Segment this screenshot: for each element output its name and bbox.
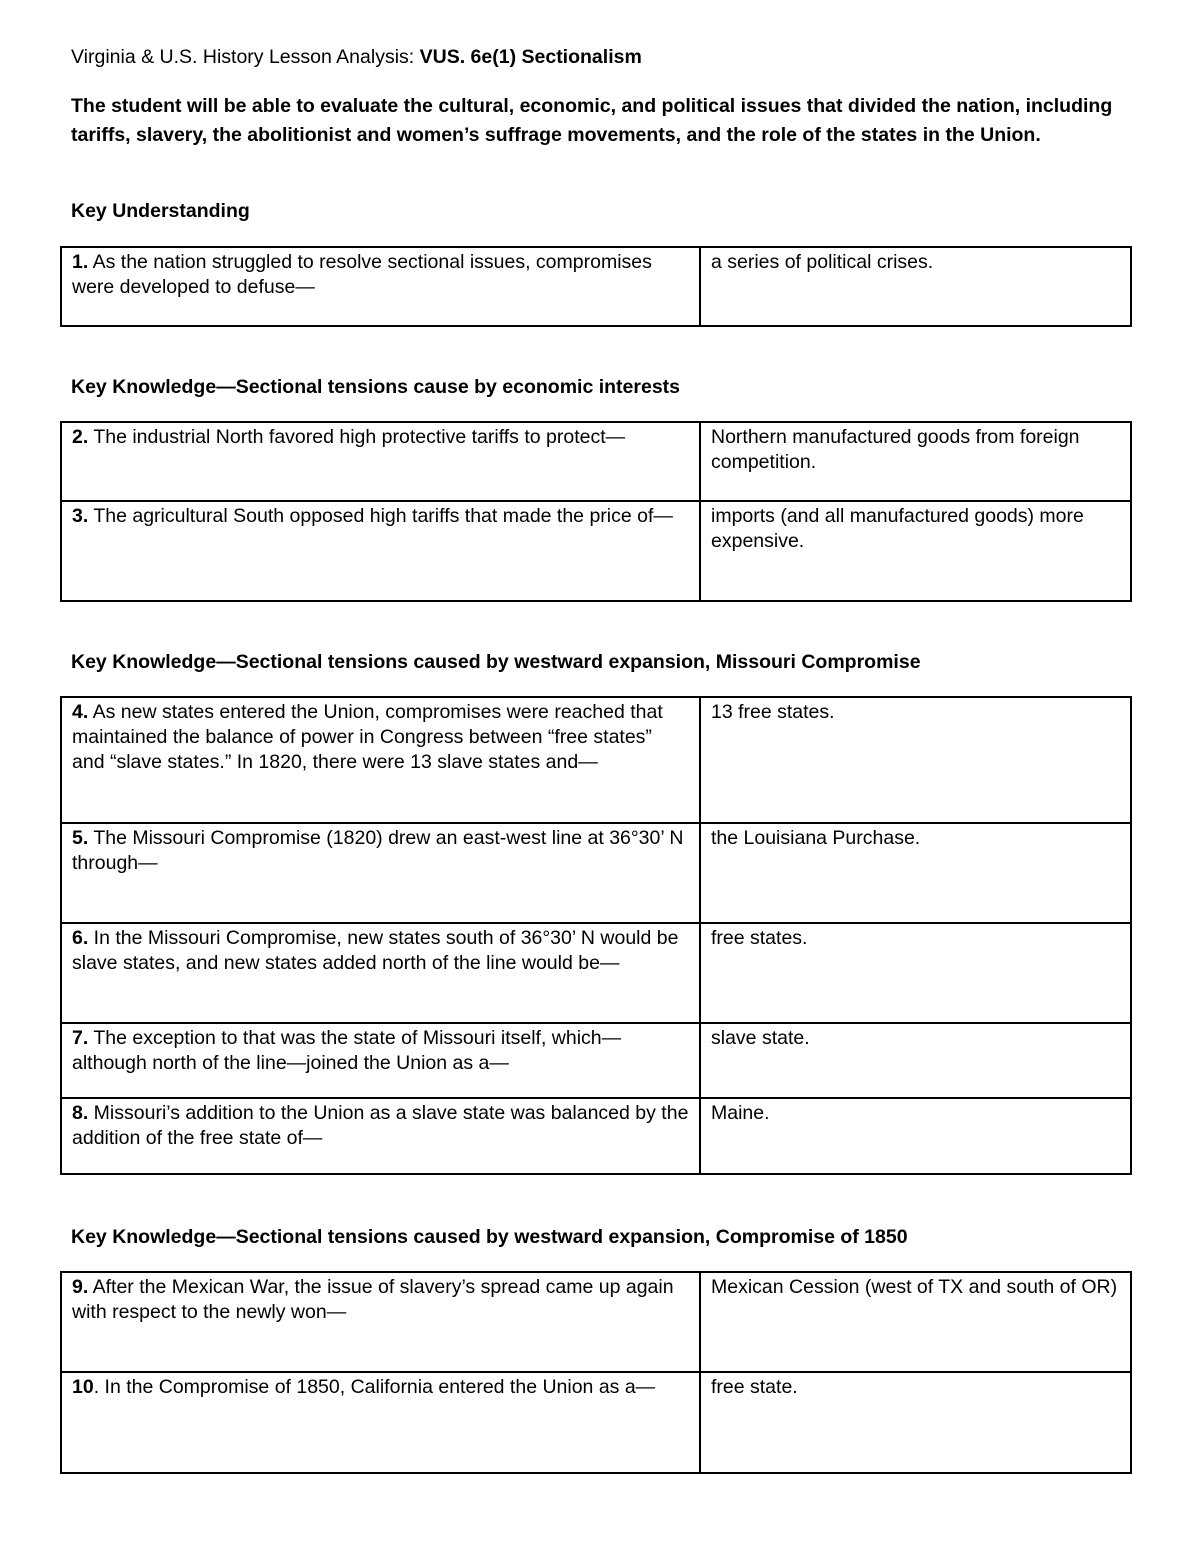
question-number: 3. [72,505,89,527]
question-text: After the Mexican War, the issue of slavery’s spread came up again with respect to the newly won— [72,1276,674,1323]
answer-cell: 13 free states. [700,697,1131,823]
table-row [61,1023,1131,1098]
answer-cell: free states. [700,923,1131,1023]
question-cell [61,823,700,923]
learning-objective: The student will be able to evaluate the cultural, economic, and political issues that divided the nation, including tariffs, slavery, the abolitionist and women’s suffrage movements, and the role of the states in the Union. [71,95,1113,146]
question-number: 10 [72,1376,94,1398]
qa-table [60,696,1132,1175]
question-cell [61,1098,700,1174]
question-cell [61,501,700,601]
section-heading: Key Knowledge—Sectional tensions caused by westward expansion, Compromise of 1850 [71,1226,908,1248]
section-heading: Key Understanding [71,200,250,222]
answer-cell: the Louisiana Purchase. [700,823,1131,923]
question-text: The industrial North favored high protective tariffs to protect— [88,426,626,448]
qa-table [60,421,1132,602]
question-cell [61,1372,700,1473]
question-number: 9. [72,1276,89,1298]
question-number: 6. [72,927,89,949]
question-cell [61,1023,700,1098]
question-cell [61,422,700,501]
table-row [61,1272,1131,1372]
question-cell [61,923,700,1023]
question-text: In the Missouri Compromise, new states south of 36°30’ N would be slave states, and new states added north of the line would be— [72,927,679,974]
question-text: The agricultural South opposed high tariffs that made the price of— [88,505,673,527]
answer-cell: Mexican Cession (west of TX and south of OR) [700,1272,1131,1372]
section-heading: Key Knowledge—Sectional tensions cause by economic interests [71,376,681,398]
question-text: As new states entered the Union, compromises were reached that maintained the balance of power in Congress between “free states” and “slave states.” In 1820, there were 13 slave states and— [72,701,663,773]
question-cell [61,697,700,823]
table-row [61,1098,1131,1174]
question-number: 8. [72,1102,89,1124]
header-prefix: Virginia & U.S. History Lesson Analysis: [71,46,420,68]
table-row [61,501,1131,601]
question-number: 5. [72,827,89,849]
table-row [61,823,1131,923]
table-row [61,1372,1131,1473]
question-text: The exception to that was the state of Missouri itself, which—although north of the line—joined the Union as a— [72,1027,622,1074]
question-cell [61,247,700,326]
answer-cell: Northern manufactured goods from foreign competition. [700,422,1131,501]
question-cell [61,1272,700,1372]
qa-table [60,246,1132,327]
table-row [61,697,1131,823]
answer-cell: slave state. [700,1023,1131,1098]
answer-cell: free state. [700,1372,1131,1473]
table-row [61,247,1131,326]
question-number: 4. [72,701,89,723]
question-text: Missouri’s addition to the Union as a slave state was balanced by the addition of the free state of— [72,1102,689,1149]
question-number: 2. [72,426,89,448]
question-number: 1. [72,251,89,273]
question-text: The Missouri Compromise (1820) drew an east-west line at 36°30’ N through— [72,827,684,874]
qa-table [60,1271,1132,1474]
question-number: 7. [72,1027,89,1049]
section-heading: Key Knowledge—Sectional tensions caused by westward expansion, Missouri Compromise [71,651,921,673]
answer-cell: imports (and all manufactured goods) more expensive. [700,501,1131,601]
table-row [61,422,1131,501]
question-text: . In the Compromise of 1850, California entered the Union as a— [93,1376,656,1398]
answer-cell: a series of political crises. [700,247,1131,326]
page-header [71,43,642,71]
standard-code: VUS. 6e(1) Sectionalism [419,46,642,68]
question-text: As the nation struggled to resolve sectional issues, compromises were developed to defuse— [72,251,652,298]
answer-cell: Maine. [700,1098,1131,1174]
table-row [61,923,1131,1023]
